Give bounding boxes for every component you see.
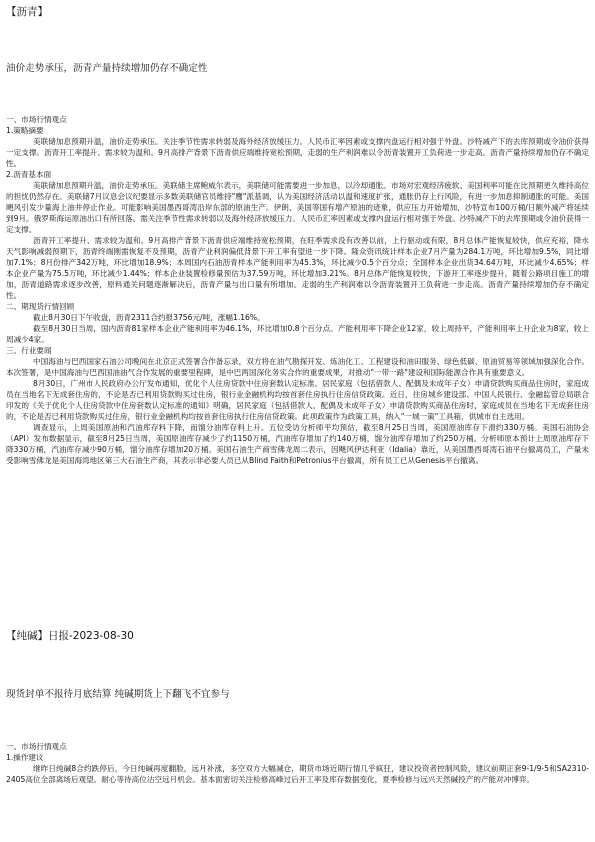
paragraph-news-us-inventory: 调查显示，上周美国原油和汽油库存料下降，而馏分油库存料上升。五位受访分析师平均预估，截至8月25日当周，美国原油库存下滑约330万桶。美国石油协会（API）发布数据显示，截至8月25日当周，美国原油库存减少了约1150万桶。汽油库存增加了约140万桶，馏分油库存增加了约250万桶。分析师原本预计上周原油库存下降330万桶，汽油库存减少90万桶，馏分油库存增加20万桶。美国石油生产商雪佛龙周二表示，因飓风伊达利亚（Idalia）靠近，从美国墨西哥湾石油平台撤离员工，产量未受影响雪佛龙是美国海湾地区第三大石油生产商，其表示非必要人员已从Blind Faith和Petronius平台撤离，所有员工已从Genesis平台撤离。 <box>6 423 589 465</box>
paragraph-operation-advice: 继昨日纯碱8合约跌停后，今日纯碱再度翻脸，远月补涨，多空双方大幅减仓，期货市场近期行情几乎疯狂，建议投资者控制风险，建议前期正套9-1/9-5和SA2310-2405高位全部离场后观望。耐心等待高位沽空远月机会。基本面密切关注检修高峰过后开工率及库存数据变化，夏季检修与远兴天然碱投产的产能对冲博弈。 <box>6 764 589 784</box>
heading-market-views: 一、市场行情观点 <box>6 115 67 124</box>
soda-ash-section-title: 现货封单不报待月底结算 纯碱期货上下翻飞不宜参与 <box>6 689 230 700</box>
heading-fundamentals: 2.沥青基本面 <box>6 170 52 179</box>
heading-market-views-soda: 一、市场行情观点 <box>6 742 67 751</box>
paragraph-futures-close: 截止8月30日下午收盘，沥青2311合约报3756元/吨，涨幅1.16%。 <box>33 313 265 322</box>
paragraph-fundamentals-macro: 美联储加息预期升温，油价走势承压。美联储主席鲍威尔表示，美联储可能需要进一步加息，以冷却通胀。市场对宏观经济疲软、美国利率可能在比预期更久维持高位的担忧仍然存在。美联储7月议息会议纪要显示多数美联储官员维持"鹰"派基调，认为美国经济活动以温和速度扩张，通胀仍存上行风险，有进一步加息抑制通胀的可能。美国飓风引发少量海上油井停止作业。可能影响美国墨西哥湾沿岸东部的原油生产。伊朗、美国等国有增产原油的迹象，供应压力开始增加，沙特宣布100万桶/日额外减产将延续到9月。俄罗斯海运原油出口有所回落。需关注季节性需求转弱以及海外经济放缓压力。人民币汇率因素或支撑内盘运行相对强于外盘。沙特减产下的去库预期或令油价获得一定支撑。 <box>6 181 589 234</box>
paragraph-fundamentals-supply: 沥青开工率提升、需求较为温和。9月高排产背景下沥青供应端维持宽松预期，在旺季需求没有改善以前，上行驱动或有限，8月总体产能恢复较快，供应充裕，降水天气影响减弱预期下，沥青终端刚需恢复不及预期，沥青产业利润偏低背景下开工率有望进一步下降。隆众资讯统计样本企业7月产量为284.1万吨，环比增加9.5%，同比增加7.1%；8月份排产342万吨，环比增加18.9%；本周国内石油沥青样本产能利用率为45.3%，环比减少0.5个百分点；全国样本企业出货34.64万吨，环比减少4.65%；样本企业产量为75.5万吨，环比减少1.44%；样本企业装置检修量预估为37.59万吨，环比增加3.21%。8月总体产能恢复较快，下游开工率逐步提升，随着公路项目施工的增加，沥青道路需求逐步改善，原料通关问题逐渐解决后，沥青产量与出口量有所增加。走弱的生产利润难以令沥青装置开工负荷进一步走高。沥青产量持续增加仍存不确定性。 <box>6 236 589 300</box>
asphalt-section-tag: 【沥青】 <box>6 6 48 18</box>
soda-ash-section-tag: 【纯碱】日报-2023-08-30 <box>6 630 134 642</box>
paragraph-news-cnooc: 中国海油与巴西国家石油公司晚间在北京正式签署合作备忘录，双方将在油气勘探开发、炼油化工、工程建设和油田服务、绿色低碳、原油贸易等领域加强深化合作。本次签署，是中国海油与巴西国油油气合作发展的重要里程碑，是中巴两国深化务实合作的重要成果，对推动"一带一路"建设和国际能源合作具有重要意义。 <box>6 357 589 377</box>
paragraph-capacity-utilization: 截至8月30日当周，国内沥青81家样本企业产能利用率为46.1%，环比增加0.8个百分点。产能利用率下降企业12家，较上周持平，产能利用率上升企业为8家，较上周减少4家。 <box>6 324 589 344</box>
paragraph-news-guangzhou: 8月30日，广州市人民政府办公厅发布通知，优化个人住房贷款中住房套数认定标准。居民家庭（包括借款人、配偶及未成年子女）申请贷款购买商品住房时，家庭成员在当地名下无成套住房的，不论是否已利用贷款购买过住房，银行业金融机构均按首套住房执行住房信贷政策。近日，住房城乡建设部、中国人民银行、金融监管总局联合印发的《关于优化个人住房贷款中住房套数认定标准的通知》明确，居民家庭（包括借款人、配偶及未成年子女）申请贷款购买商品住房时，家庭成员在当地名下无成套住房的，不论是否已利用贷款购买过住房，银行业金融机构均按首套住房执行住房信贷政策。此项政策作为政策工具，纳入"一城一策"工具箱，供城市自主选用。 <box>6 379 589 421</box>
soda-ash-section-body <box>6 741 589 785</box>
asphalt-section-title: 油价走势承压，沥青产量持续增加仍存不确定性 <box>6 63 208 74</box>
heading-market-review: 二、期现货行情回顾 <box>6 302 75 311</box>
heading-industry-news: 三、行业要闻 <box>6 346 52 355</box>
paragraph-strategy-summary: 美联储加息预期升温，油价走势承压。关注季节性需求转弱及海外经济放缓压力。人民币汇率因素或支撑内盘运行相对强于外盘。沙特减产下的去库预期或令油价获得一定支撑。沥青开工率提升、需求较为温和。9月高排产背景下沥青供应端维持宽松预期，走弱的生产利润难以令沥青装置开工负荷进一步走高。沥青产量持续增加仍存不确定性。 <box>6 137 589 168</box>
heading-strategy-summary: 1.策略摘要 <box>6 126 44 135</box>
heading-operation-advice: 1.操作建议 <box>6 753 44 762</box>
asphalt-section-body <box>6 114 589 466</box>
